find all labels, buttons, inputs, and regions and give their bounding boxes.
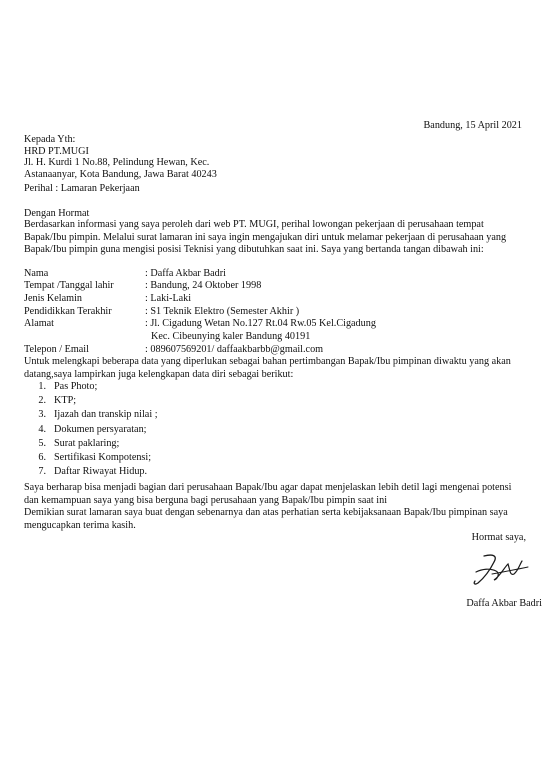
subject-line: Perihal : Lamaran Pekerjaan xyxy=(24,183,140,194)
detail-value: : S1 Teknik Elektro (Semester Akhir ) xyxy=(145,306,300,317)
recipient-company: HRD PT.MUGI xyxy=(24,146,89,157)
recipient-address-1: Jl. H. Kurdi 1 No.88, Pelindung Hewan, Kec. xyxy=(24,157,210,168)
closing-paragraph-2: Demikian surat lamaran saya buat dengan sebenarnya dan atas perhatian serta kebijaksanaan Bapak/Ibu pimpinan saya mengucapkan terima kasih. xyxy=(24,507,508,531)
detail-label: Tempat /Tanggal lahir xyxy=(24,280,114,291)
sign-off: Hormat saya, xyxy=(471,532,526,543)
detail-value: : Jl. Cigadung Wetan No.127 Rt.04 Rw.05 Kel.Cigadung xyxy=(145,318,376,329)
attachment-intro: Untuk melengkapi beberapa data yang diperlukan sebagai bahan pertimbangan Bapak/Ibu pimpinan diwaktu yang akan datang,saya lampirkan juga kelengkapan data diri sebagai berikut: xyxy=(24,356,511,380)
detail-label: Pendidikkan Terakhir xyxy=(24,306,112,317)
letter-page: Bandung, 15 April 2021 Kepada Yth: HRD PT.MUGI Jl. H. Kurdi 1 No.88, Pelindung Hewan, Kec. Astanaanyar, Kota Bandung, Jawa Barat 40243 Perihal : Lamaran Pekerjaan Dengan Hormat Berdasarkan informasi yang saya peroleh dari web PT. MUGI, perihal lowongan pekerjaan di perusahaan tempat Bapak/Ibu pimpin. Melalui surat lamaran ini saya ingin mengajukan diri untuk melamar pekerjaan di perusahaan yang Bapak/Ibu pimpin guna mengisi posisi Teknisi yang dibutuhkan saat ini. Saya yang bertanda tangan dibawah ini: Nama : Daffa Akbar Badri Tempat /Tanggal lahir : Bandung, 24 Oktober 1998 Jenis Kelamin : Laki-Laki Pendidikkan Terakhir : S1 Teknik Elektro (Semester Akhir ) Alamat : Jl. Cigadung Wetan No.127 Rt.04 Rw.05 Kel.Cigadung Kec. Cibeunying kaler Bandung 40191 Telepon / Email : 089607569201/ daffaakbarbb@gmail.com Untuk melengkapi beberapa data yang diperlukan sebagai bahan pertimbangan Bapak/Ibu pimpinan diwaktu yang akan datang,saya lampirkan juga kelengkapan data diri sebagai berikut: 1. Pas Photo; 2. KTP; 3. Ijazah dan transkip nilai ; 4. Dokumen persyaratan; 5. Surat paklaring; 6. Sertifikasi Kompotensi; 7. Daftar Riwayat Hidup. Saya berharap bisa menjadi bagian dari perusahaan Bapak/Ibu agar dapat menjelaskan lebih detil lagi mengenai potensi dan kemampuan saya yang bisa berguna bagi perusahaan yang Bapak/Ibu pimpin saat ini Demikian surat lamaran saya buat dengan sebenarnya dan atas perhatian serta kebijaksanaan Bapak/Ibu pimpinan saya mengucapkan terima kasih. Hormat saya, Daffa Akbar Badri xyxy=(24,120,542,609)
detail-value-cont: Kec. Cibeunying kaler Bandung 40191 xyxy=(151,331,311,342)
date-line: Bandung, 15 April 2021 xyxy=(423,120,522,131)
handwritten-signature-icon xyxy=(470,552,532,588)
signer-name: Daffa Akbar Badri xyxy=(466,598,542,609)
closing-paragraph-1: Saya berharap bisa menjadi bagian dari perusahaan Bapak/Ibu agar dapat menjelaskan lebih detil lagi mengenai potensi dan kemampuan saya yang bisa berguna bagi perusahaan yang Bapak/Ibu pimpin saat ini xyxy=(24,482,512,506)
detail-label: Nama xyxy=(24,268,49,279)
detail-value: : Laki-Laki xyxy=(145,293,192,304)
recipient-greeting: Kepada Yth: xyxy=(24,134,76,145)
detail-label: Alamat xyxy=(24,318,54,329)
detail-value: : 089607569201/ daffaakbarbb@gmail.com xyxy=(145,344,324,355)
detail-value: : Daffa Akbar Badri xyxy=(145,268,227,279)
recipient-address-2: Astanaanyar, Kota Bandung, Jawa Barat 40243 xyxy=(24,169,217,180)
intro-paragraph: Berdasarkan informasi yang saya peroleh dari web PT. MUGI, perihal lowongan pekerjaan di perusahaan tempat Bapak/Ibu pimpin. Melalui surat lamaran ini saya ingin mengajukan diri untuk melamar pekerjaan di perusahaan yang Bapak/Ibu pimpin guna mengisi posisi Teknisi yang dibutuhkan saat ini. Saya yang bertanda tangan dibawah ini: xyxy=(24,219,507,256)
detail-value: : Bandung, 24 Oktober 1998 xyxy=(145,280,262,291)
opening-salutation: Dengan Hormat xyxy=(24,208,90,219)
detail-label: Jenis Kelamin xyxy=(24,293,83,304)
detail-label: Telepon / Email xyxy=(24,344,89,355)
